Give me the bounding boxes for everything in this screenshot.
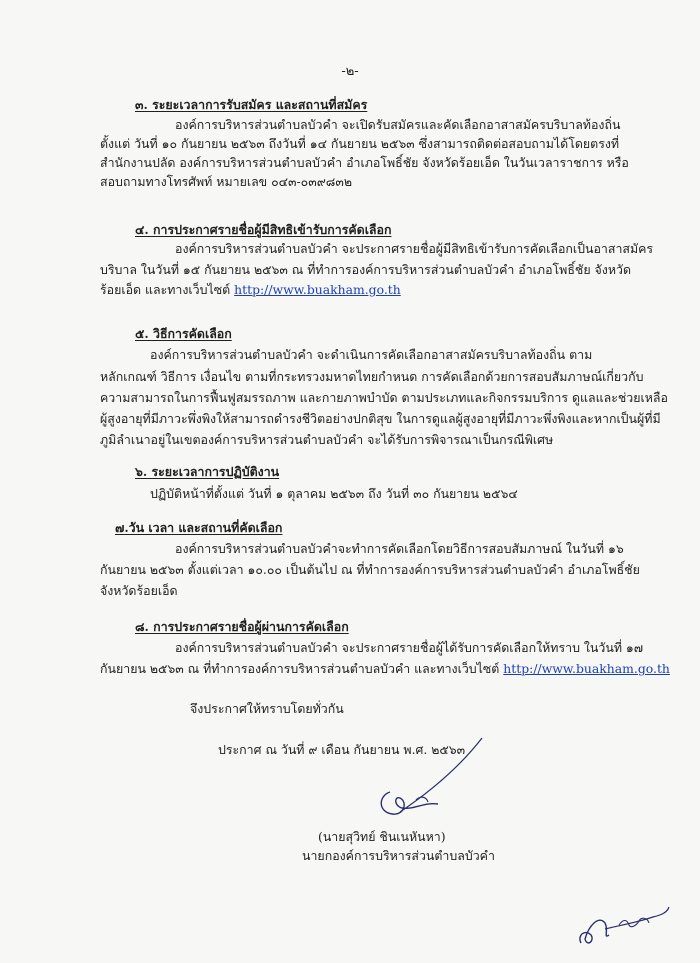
page-number: -๒- <box>341 64 359 79</box>
section-5-line-3: ความสามารถในการฟื้นฟูสมรรถภาพ และกายภาพบำบัด ตามประเภทและกิจกรรมบริการ ดูแลและช่วยเหลือ <box>100 390 668 405</box>
section-3-line-4: สอบถามทางโทรศัพท์ หมายเลข ๐๔๓-๐๓๙๘๓๒ <box>100 174 352 189</box>
section-5-line-1: องค์การบริหารส่วนตำบลบัวคำ จะดำเนินการคัดเลือกอาสาสมัครบริบาลท้องถิ่น ตาม <box>150 347 593 362</box>
signer-title: นายกองค์การบริหารส่วนตำบลบัวคำ <box>302 848 495 863</box>
section-4-line-3-text: ร้อยเอ็ด และทางเว็บไซต์ <box>100 282 231 297</box>
section-8-line-2-text: กันยายน ๒๕๖๓ ณ ที่ทำการองค์การบริหารส่วนตำบลบัวคำ และทางเว็บไซต์ <box>100 661 500 676</box>
section-3-line-1: องค์การบริหารส่วนตำบลบัวคำ จะเปิดรับสมัครและคัดเลือกอาสาสมัครบริบาลท้องถิ่น <box>175 117 621 132</box>
initials-scribble-icon <box>575 895 675 950</box>
section-7-line-1: องค์การบริหารส่วนตำบลบัวคำจะทำการคัดเลือกโดยวิธีการสอบสัมภาษณ์ ในวันที่ ๑๖ <box>175 541 624 556</box>
section-8-line-1: องค์การบริหารส่วนตำบลบัวคำ จะประกาศรายชื่อผู้ได้รับการคัดเลือกให้ทราบ ในวันที่ ๑๗ <box>175 640 644 655</box>
section-5-heading: ๕. วิธีการคัดเลือก <box>135 326 232 341</box>
announcement-date: ประกาศ ณ วันที่ ๙ เดือน กันยายน พ.ศ. ๒๕๖๓ <box>218 742 466 757</box>
section-4-line-2: บริบาล ในวันที่ ๑๕ กันยายน ๒๕๖๓ ณ ที่ทำการองค์การบริหารส่วนตำบลบัวคำ อำเภอโพธิ์ชัย จังหวัด <box>100 262 632 277</box>
section-4-line-1: องค์การบริหารส่วนตำบลบัวคำ จะประกาศรายชื่อผู้มีสิทธิเข้ารับการคัดเลือกเป็นอาสาสมัคร <box>175 241 654 256</box>
website-link[interactable]: http://www.buakham.go.th <box>234 282 401 297</box>
signer-name: (นายสุวิทย์ ชินเนหันหา) <box>318 829 446 844</box>
section-4-line-3 <box>100 282 401 298</box>
section-4-heading: ๔. การประกาศรายชื่อผู้มีสิทธิเข้ารับการคัดเลือก <box>135 222 392 237</box>
signature-mark <box>370 730 500 825</box>
section-7-line-2: กันยายน ๒๕๖๓ ตั้งแต่เวลา ๑๐.๐๐ เป็นต้นไป ณ ที่ทำการองค์การบริหารส่วนตำบลบัวคำ อำเภอโพธิ์ชัย <box>100 562 640 577</box>
section-8-heading: ๘. การประกาศรายชื่อผู้ผ่านการคัดเลือก <box>135 619 349 634</box>
closing-announcement: จึงประกาศให้ทราบโดยทั่วกัน <box>190 701 344 716</box>
section-8-line-2 <box>100 661 670 677</box>
section-5-line-4: ผู้สูงอายุที่มีภาวะพึ่งพิงให้สามารถดำรงชีวิตอย่างปกติสุข ในการดูแลผู้สูงอายุที่มีภาวะพึ่งพิงและหากเป็นผู้ที่มี <box>100 411 661 426</box>
section-7-line-3: จังหวัดร้อยเอ็ด <box>100 583 178 598</box>
initials-mark <box>575 895 675 950</box>
section-7-heading: ๗.วัน เวลา และสถานที่คัดเลือก <box>115 520 283 535</box>
section-5-line-5: ภูมิลำเนาอยู่ในเขตองค์การบริหารส่วนตำบลบัวคำ จะได้รับการพิจารณาเป็นกรณีพิเศษ <box>100 432 554 447</box>
section-5-line-2: หลักเกณฑ์ วิธีการ เงื่อนไข ตามที่กระทรวงมหาดไทยกำหนด การคัดเลือกด้วยการสอบสัมภาษณ์เกี่ยวกับ <box>100 369 644 384</box>
section-3-line-3: สำนักงานปลัด องค์การบริหารส่วนตำบลบัวคำ อำเภอโพธิ์ชัย จังหวัดร้อยเอ็ด ในวันเวลาราชการ หรือ <box>100 155 629 170</box>
website-link-2[interactable]: http://www.buakham.go.th <box>503 661 670 676</box>
section-3-heading: ๓. ระยะเวลาการรับสมัคร และสถานที่สมัคร <box>135 97 368 112</box>
signature-scribble-icon <box>370 730 500 825</box>
section-6-line-1: ปฏิบัติหน้าที่ตั้งแต่ วันที่ ๑ ตุลาคม ๒๕๖๓ ถึง วันที่ ๓๐ กันยายน ๒๕๖๔ <box>150 486 518 501</box>
section-3-line-2: ตั้งแต่ วันที่ ๑๐ กันยายน ๒๕๖๓ ถึงวันที่ ๑๔ กันยายน ๒๕๖๓ ซึ่งสามารถติดต่อสอบถามได้โดยตรงที่ <box>100 136 620 151</box>
section-6-heading: ๖. ระยะเวลาการปฏิบัติงาน <box>135 464 280 479</box>
